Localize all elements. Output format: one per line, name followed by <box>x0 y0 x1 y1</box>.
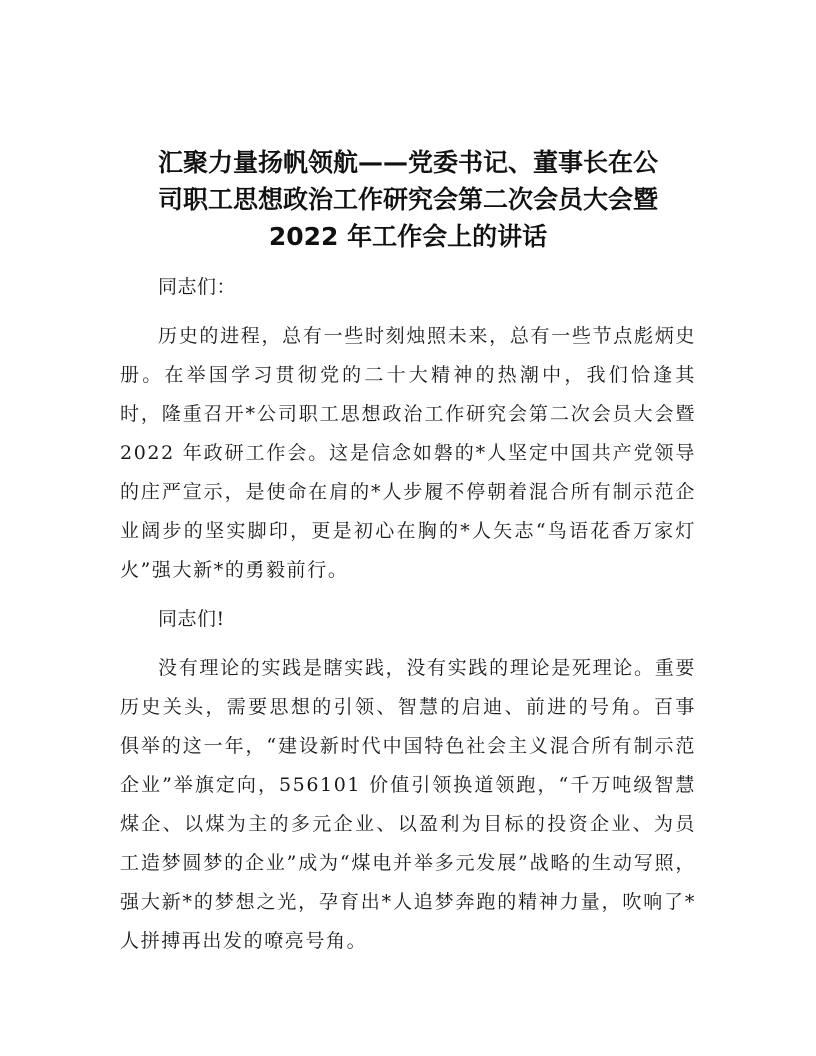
document-title <box>118 144 698 255</box>
document-body <box>120 268 696 971</box>
body-paragraph: 历史的进程，总有一些时刻烛照未来，总有一些节点彪炳史册。在举国学习贯彻党的二十大精神的热潮中，我们恰逢其时，隆重召开*公司职工思想政治工作研究会第二次会员大会暨 2022 年政研工作会。这是信念如磐的*人坚定中国共产党领导的庄严宣示，是使命在肩的*人步履不停朝着混合所有制示范企业阔步的坚实脚印，更是初心在胸的*人矢志“鸟语花香万家灯火”强大新*的勇毅前行。 <box>120 325 696 581</box>
title-line-2: 司职工思想政治工作研究会第二次会员大会暨 <box>157 185 658 214</box>
body-paragraph: 没有理论的实践是瞎实践，没有实践的理论是死理论。重要历史关头，需要思想的引领、智慧的启迪、前进的号角。百事俱举的这一年，“建设新时代中国特色社会主义混合所有制示范企业”举旗定向，556101 价值引领换道领跑，“千万吨级智慧煤企、以煤为主的多元企业、以盈利为目标的投资企业、为员工造梦圆梦的企业”成为“煤电并举多元发展”战略的生动写照，强大新*的梦想之光，孕育出*人追梦奔跑的精神力量，吹响了*人拼搏再出发的嘹亮号角。 <box>120 657 696 952</box>
title-line-3: 2022 年工作会上的讲话 <box>268 222 548 251</box>
salutation-paragraph: 同志们! <box>158 608 225 630</box>
title-line-1: 汇聚力量扬帆领航——党委书记、董事长在公 <box>157 148 658 177</box>
salutation-paragraph: 同志们： <box>158 276 237 298</box>
